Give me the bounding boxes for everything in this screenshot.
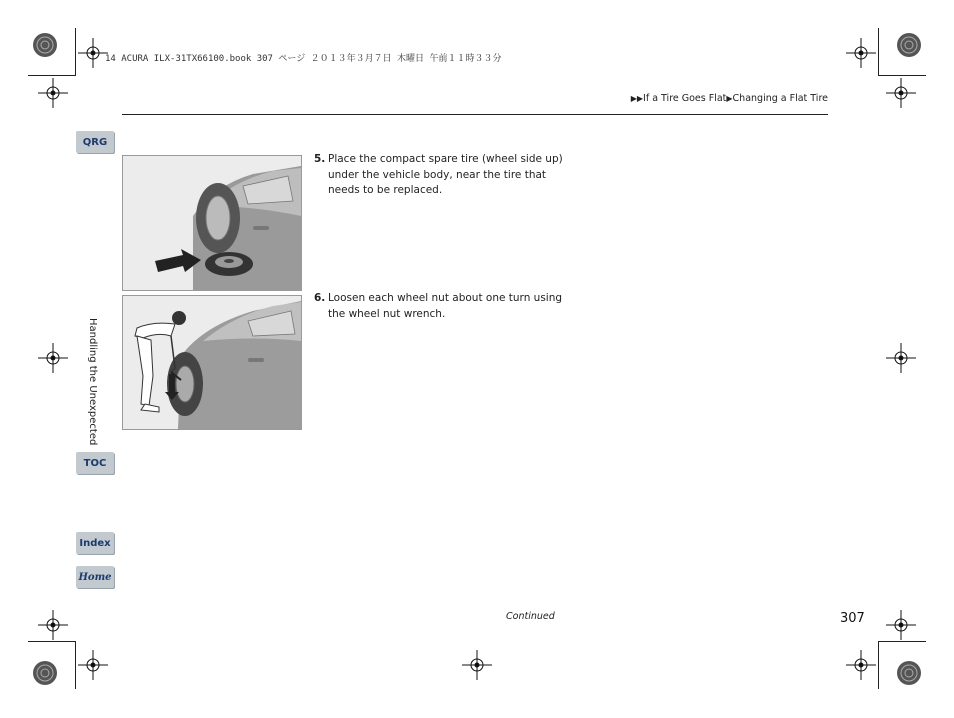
crosshair-mark-icon <box>846 38 876 68</box>
step-number: 5. <box>314 153 326 165</box>
crosshair-mark-icon <box>38 343 68 373</box>
continued-label: Continued <box>506 611 555 622</box>
loosen-wheel-nuts-illustration <box>122 295 302 430</box>
crosshair-mark-icon <box>886 343 916 373</box>
page-number: 307 <box>840 611 865 626</box>
qrg-button[interactable]: QRG <box>76 131 114 153</box>
step-text: Place the compact spare tire (wheel side up) under the vehicle body, near the tire that needs to be replaced. <box>328 153 563 196</box>
header-rule <box>122 114 828 115</box>
breadcrumb <box>631 93 828 104</box>
crop-line <box>75 641 76 689</box>
crosshair-mark-icon <box>462 650 492 680</box>
crop-line <box>878 641 926 642</box>
home-button[interactable]: Home <box>76 566 114 588</box>
print-header: 14 ACURA ILX-31TX66100.book 307 ページ ２０１３年３月７日 木曜日 午前１１時３３分 <box>105 54 502 64</box>
registration-mark-icon <box>30 30 60 60</box>
registration-mark-icon <box>30 658 60 688</box>
crop-line <box>28 641 76 642</box>
crosshair-mark-icon <box>38 78 68 108</box>
crosshair-mark-icon <box>38 610 68 640</box>
registration-mark-icon <box>894 658 924 688</box>
breadcrumb-current: Changing a Flat Tire <box>732 93 828 104</box>
triangle-right-icon: ▶ <box>726 94 733 103</box>
crosshair-mark-icon <box>886 610 916 640</box>
breadcrumb-link-flat-tire[interactable]: If a Tire Goes Flat <box>643 93 727 104</box>
crop-line <box>878 28 879 76</box>
triangle-right-icon: ▶▶ <box>630 94 644 103</box>
registration-mark-icon <box>894 30 924 60</box>
crosshair-mark-icon <box>846 650 876 680</box>
step-6 <box>314 291 564 322</box>
step-number: 6. <box>314 292 326 304</box>
index-button[interactable]: Index <box>76 532 114 554</box>
crosshair-mark-icon <box>78 38 108 68</box>
spare-tire-placement-illustration <box>122 155 302 291</box>
crosshair-mark-icon <box>78 650 108 680</box>
crop-line <box>878 641 879 689</box>
step-text: Loosen each wheel nut about one turn using the wheel nut wrench. <box>328 292 563 320</box>
crop-line <box>75 28 76 76</box>
section-label: Handling the Unexpected <box>87 318 98 446</box>
crosshair-mark-icon <box>886 78 916 108</box>
toc-button[interactable]: TOC <box>76 452 114 474</box>
crop-line <box>878 75 926 76</box>
crop-line <box>28 75 76 76</box>
step-5 <box>314 152 564 199</box>
